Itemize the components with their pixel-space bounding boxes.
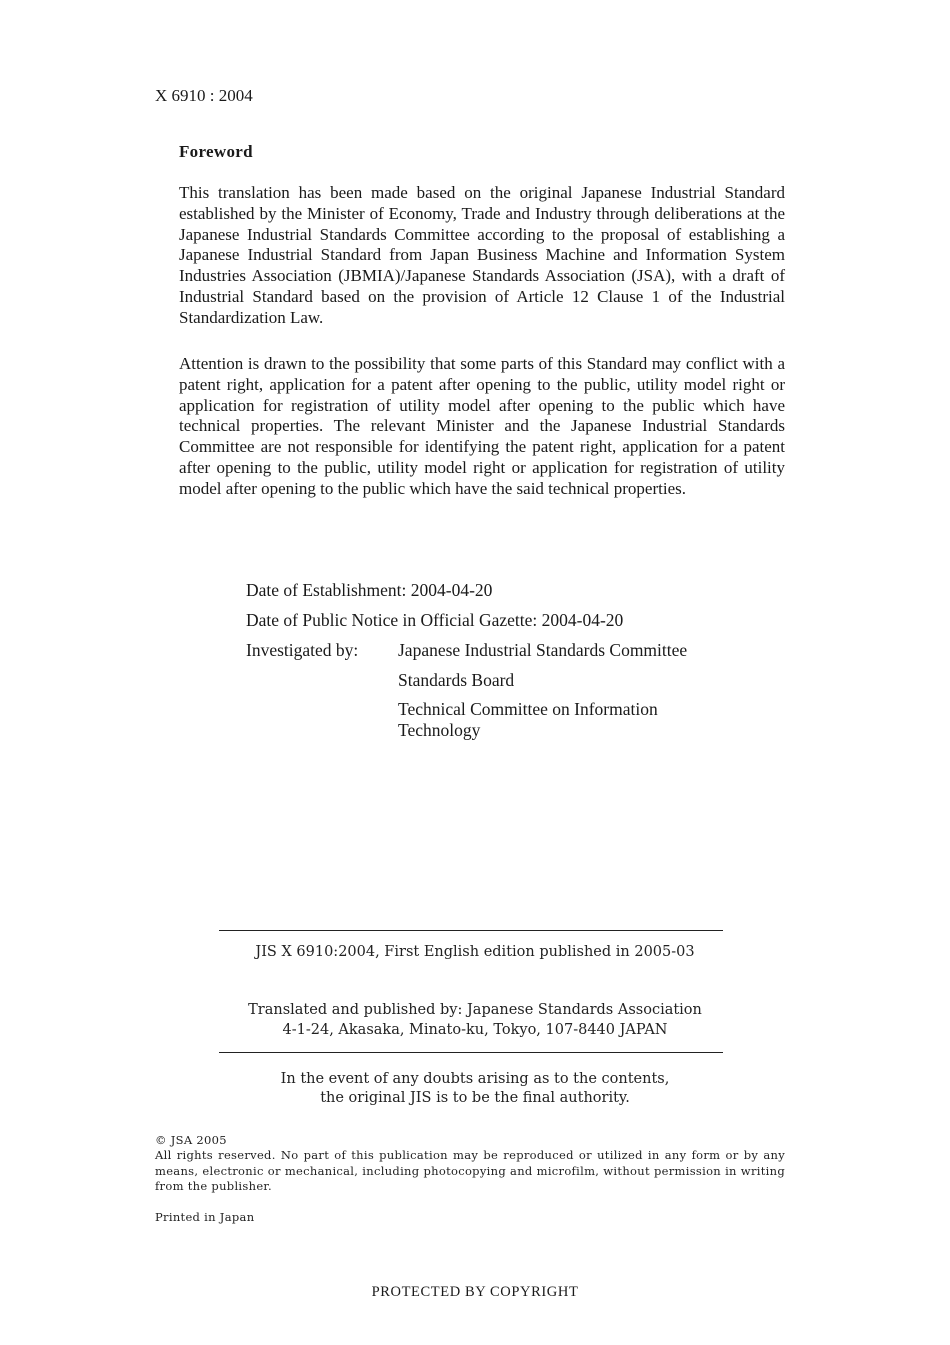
foreword-heading: Foreword	[179, 142, 253, 161]
top-divider	[219, 930, 723, 931]
document-id: X 6910 : 2004	[155, 86, 253, 105]
bottom-divider	[219, 1052, 723, 1053]
investigated-by-board: Standards Board	[398, 670, 515, 690]
publisher-address: 4-1-24, Akasaka, Minato-ku, Tokyo, 107-8440 JAPAN	[282, 1022, 668, 1038]
investigated-by-technical-committee: Technical Committee on Information Technology	[398, 699, 658, 740]
printed-in: Printed in Japan	[155, 1210, 255, 1224]
translated-by-line: Translated and published by: Japanese Standards Association	[248, 1002, 702, 1018]
foreword-paragraph-1: This translation has been made based on the original Japanese Industrial Standard established by the Minister of Economy, Trade and Industry through deliberations at the Japanese Industrial Standards Committee according to the proposal of establishing a Japanese Industrial Standard from Japan Business Machine and Information System Industries Association (JBMIA)/Japanese Standards Association (JSA), with a draft of Industrial Standard based on the provision of Article 12 Clause 1 of the Industrial Standardization Law.	[179, 183, 785, 327]
investigated-by-label: Investigated by:	[246, 640, 359, 660]
date-of-public-notice: Date of Public Notice in Official Gazette: 2004-04-20	[246, 610, 624, 630]
copyright-notice: © JSA 2005	[155, 1133, 227, 1147]
authority-line-2: the original JIS is to be the final authority.	[320, 1090, 630, 1106]
foreword-paragraph-2: Attention is drawn to the possibility that some parts of this Standard may conflict with a patent right, application for a patent after opening to the public, utility model right or application for registration of utility model after opening to the public which have technical properties. The relevant Minister and the Japanese Industrial Standards Committee are not responsible for identifying the patent right, application for a patent after opening to the public, utility model right or application for registration of utility model after opening to the public which have the said technical properties.	[179, 354, 785, 498]
protected-by-copyright-footer: PROTECTED BY COPYRIGHT	[371, 1284, 579, 1300]
date-of-establishment: Date of Establishment: 2004-04-20	[246, 580, 493, 600]
rights-statement: All rights reserved. No part of this publication may be reproduced or utilized in any form or by any means, electronic or mechanical, including photocopying and microfilm, without permission in writing from the publisher.	[155, 1148, 785, 1193]
edition-line: JIS X 6910:2004, First English edition published in 2005-03	[255, 944, 695, 960]
authority-line-1: In the event of any doubts arising as to the contents,	[280, 1071, 670, 1087]
investigated-by-committee: Japanese Industrial Standards Committee	[398, 640, 688, 660]
